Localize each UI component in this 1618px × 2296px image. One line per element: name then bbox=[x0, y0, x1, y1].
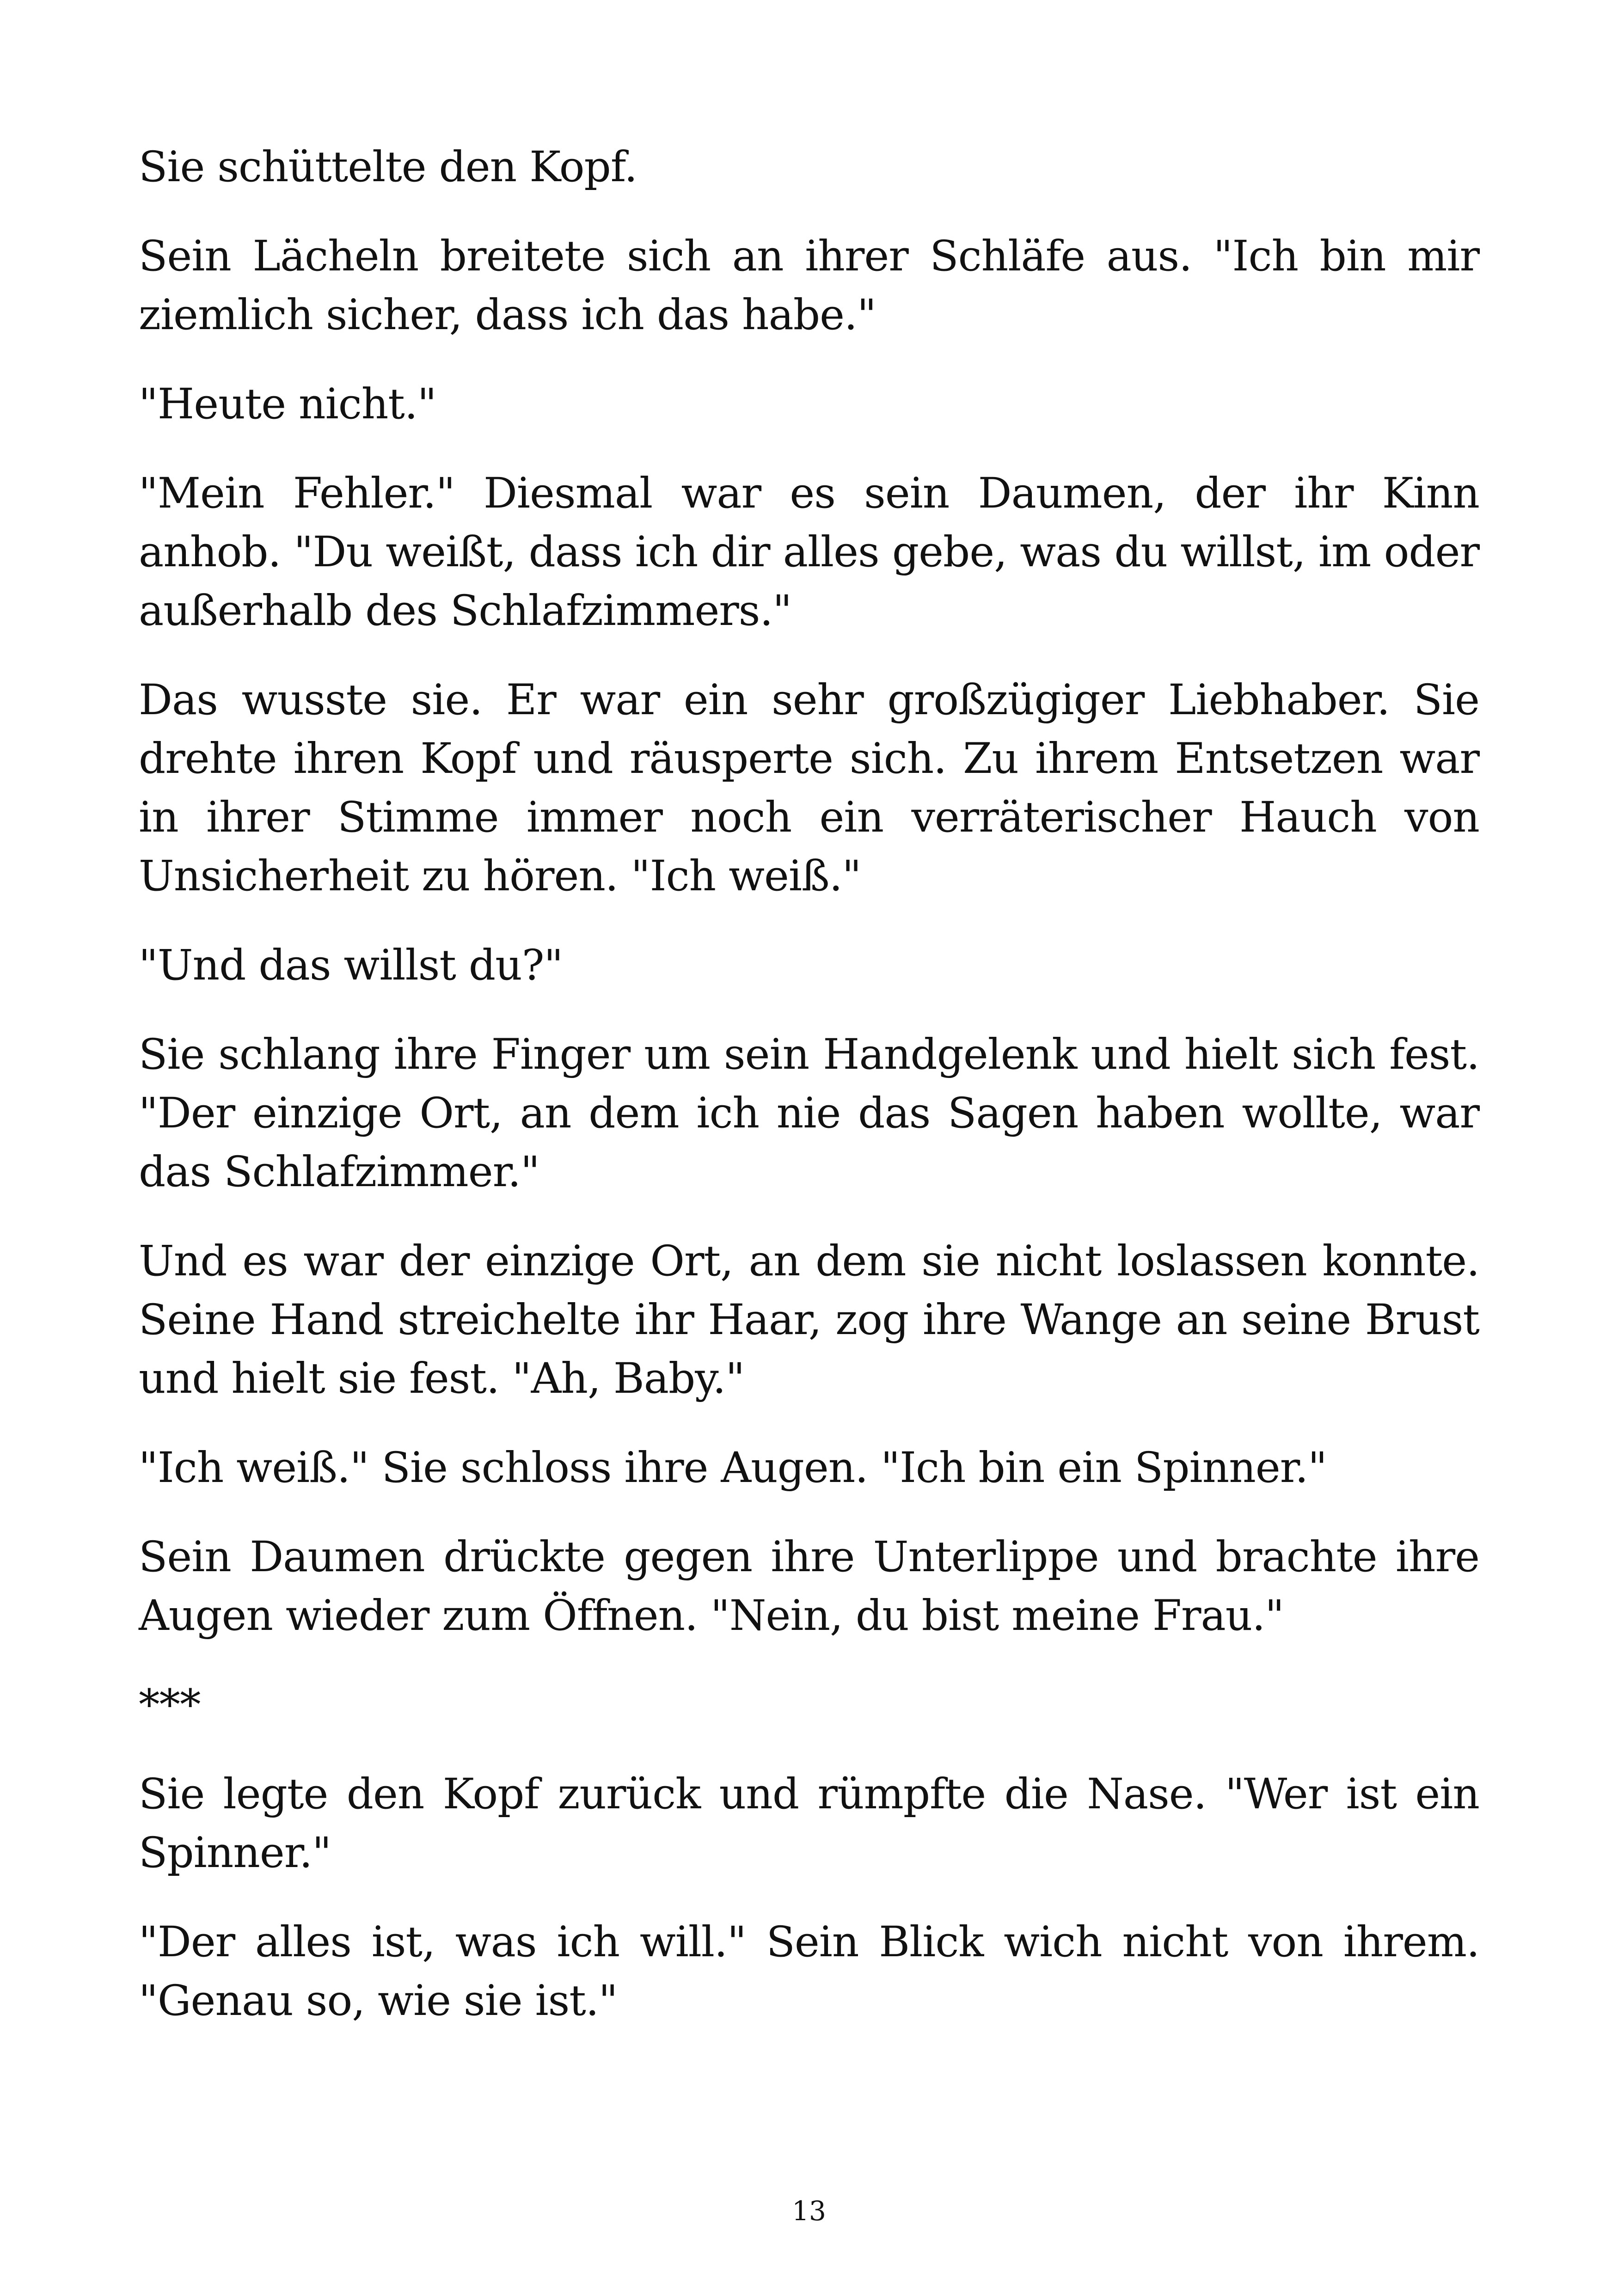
paragraph: Sie schlang ihre Finger um sein Handgelenk und hielt sich fest. "Der einzige Ort, an dem ich nie das Sagen haben wollte, war das Schlafzimmer." bbox=[139, 1030, 1479, 1196]
paragraph: Sie schüttelte den Kopf. bbox=[139, 143, 637, 191]
paragraph: Das wusste sie. Er war ein sehr großzügiger Liebhaber. Sie drehte ihren Kopf und räusperte sich. Zu ihrem Entsetzen war in ihrer Stimme immer noch ein verräterischer Hauch von Unsicherheit zu hören. "Ich weiß." bbox=[139, 676, 1479, 900]
paragraph: Sein Daumen drückte gegen ihre Unterlippe und brachte ihre Augen wieder zum Öffnen. "Nein, du bist meine Frau." bbox=[139, 1533, 1479, 1640]
paragraph: "Heute nicht." bbox=[139, 380, 436, 429]
paragraph: "Der alles ist, was ich will." Sein Blick wich nicht von ihrem. "Genau so, wie sie ist." bbox=[139, 1918, 1479, 2025]
paragraph: Sein Lächeln breitete sich an ihrer Schläfe aus. "Ich bin mir ziemlich sicher, dass ich das habe." bbox=[139, 232, 1479, 339]
body-text bbox=[139, 138, 1479, 2061]
paragraph: "Und das willst du?" bbox=[139, 941, 563, 990]
paragraph: Und es war der einzige Ort, an dem sie nicht loslassen konnte. Seine Hand streichelte ihr Haar, zog ihre Wange an seine Brust und hielt sie fest. "Ah, Baby." bbox=[139, 1237, 1479, 1403]
paragraph: "Ich weiß." Sie schloss ihre Augen. "Ich bin ein Spinner." bbox=[139, 1444, 1327, 1492]
paragraph: Sie legte den Kopf zurück und rümpfte die Nase. "Wer ist ein Spinner." bbox=[139, 1770, 1479, 1877]
scene-break: *** bbox=[139, 1681, 201, 1729]
paragraph: "Mein Fehler." Diesmal war es sein Daumen, der ihr Kinn anhob. "Du weißt, dass ich dir alles gebe, was du willst, im oder außerhalb des Schlafzimmers." bbox=[139, 469, 1479, 635]
page-number: 13 bbox=[792, 2195, 826, 2227]
